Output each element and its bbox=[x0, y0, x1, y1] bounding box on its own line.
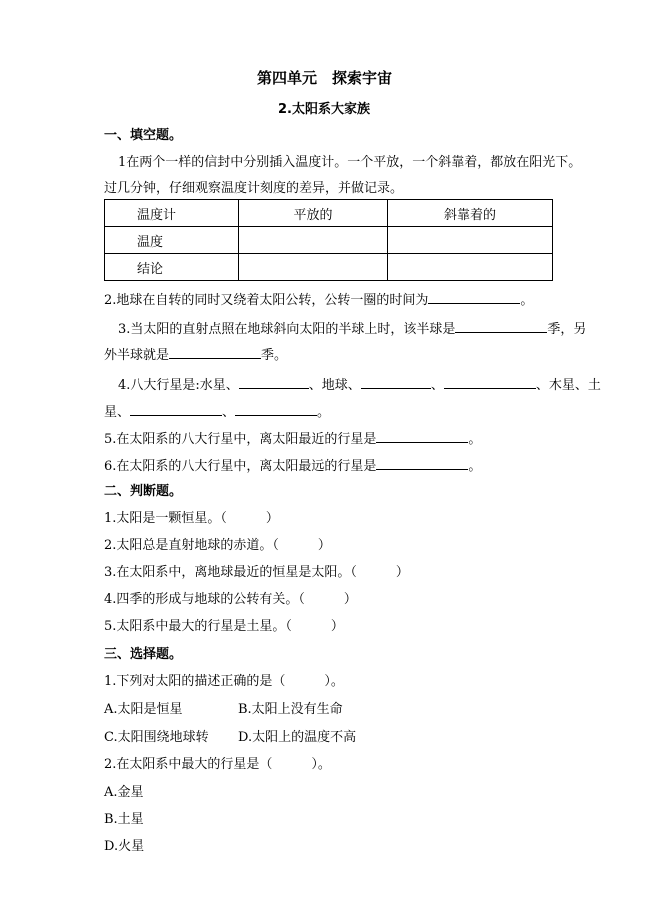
fill-q2-end: 。 bbox=[520, 293, 534, 308]
fill-q4-text: 4.八大行星是:水星、 bbox=[118, 378, 239, 393]
fill-q4-line1 bbox=[118, 376, 601, 394]
fill-q1-line2: 过几分钟，仔细观察温度计刻度的差异，并做记录。 bbox=[104, 181, 404, 196]
section-choice-heading: 三、选择题。 bbox=[104, 647, 183, 662]
choice-option-a[interactable]: A.金星 bbox=[104, 785, 144, 800]
table-row bbox=[105, 227, 553, 254]
fill-q6-text: 6.在太阳系的八大行星中，离太阳最远的行星是 bbox=[104, 459, 377, 474]
fill-q5-end: 。 bbox=[468, 432, 482, 447]
answer-blank[interactable] bbox=[455, 320, 547, 333]
judge-item[interactable]: 4.四季的形成与地球的公转有关。（ ） bbox=[104, 592, 357, 607]
judge-item[interactable]: 3.在太阳系中，离地球最近的恒星是太阳。（ ） bbox=[104, 565, 409, 580]
fill-q4-sep3: 、木星、土 bbox=[535, 378, 601, 393]
page-title: 第四单元 探索宇宙 bbox=[257, 69, 393, 87]
judge-item[interactable]: 1.太阳是一颗恒星。（ ） bbox=[104, 511, 279, 526]
table-row-label: 结论 bbox=[105, 254, 239, 281]
choice-q1: 1.下列对太阳的描述正确的是（ ）。 bbox=[104, 674, 344, 689]
fill-q4-line2 bbox=[104, 403, 330, 421]
fill-q4-end: 。 bbox=[317, 405, 331, 420]
table-header-cell: 斜靠着的 bbox=[388, 200, 553, 227]
choice-option-b[interactable]: B.太阳上没有生命 bbox=[238, 702, 343, 717]
fill-q3-mid: 季，另 bbox=[547, 322, 587, 337]
fill-q3-line1 bbox=[118, 320, 586, 338]
table-cell-empty[interactable] bbox=[239, 254, 388, 281]
table-header-cell: 温度计 bbox=[105, 200, 239, 227]
section-judge-heading: 二、判断题。 bbox=[104, 484, 183, 499]
table-row-label: 温度 bbox=[105, 227, 239, 254]
answer-blank[interactable] bbox=[444, 376, 536, 389]
choice-q2: 2.在太阳系中最大的行星是（ ）。 bbox=[104, 757, 331, 772]
fill-q4-sep2: 、 bbox=[430, 378, 444, 393]
choice-option-b[interactable]: B.土星 bbox=[104, 812, 144, 827]
answer-blank[interactable] bbox=[376, 430, 468, 443]
table-cell-empty[interactable] bbox=[388, 254, 553, 281]
fill-q5-text: 5.在太阳系的八大行星中，离太阳最近的行星是 bbox=[104, 432, 377, 447]
table-header-row bbox=[105, 200, 553, 227]
answer-blank[interactable] bbox=[428, 291, 520, 304]
answer-blank[interactable] bbox=[130, 403, 222, 416]
choice-option-d[interactable]: D.太阳上的温度不高 bbox=[238, 730, 357, 745]
answer-blank[interactable] bbox=[239, 376, 309, 389]
fill-q3-end: 季。 bbox=[261, 348, 288, 363]
fill-q6 bbox=[104, 457, 481, 475]
table-header-cell: 平放的 bbox=[239, 200, 388, 227]
fill-q4-sep4: 、 bbox=[222, 405, 236, 420]
section-fill-heading: 一、填空题。 bbox=[104, 128, 183, 143]
observation-table bbox=[104, 199, 553, 281]
fill-q6-end: 。 bbox=[468, 459, 482, 474]
fill-q3-text: 3.当太阳的直射点照在地球斜向太阳的半球上时，该半球是 bbox=[118, 322, 456, 337]
judge-item[interactable]: 5.太阳系中最大的行星是土星。（ ） bbox=[104, 619, 344, 634]
choice-option-c[interactable]: C.太阳围绕地球转 bbox=[104, 730, 209, 745]
fill-q3-cont: 外半球就是 bbox=[104, 348, 170, 363]
table-cell-empty[interactable] bbox=[239, 227, 388, 254]
fill-q1-line1: 1在两个一样的信封中分别插入温度计。一个平放，一个斜靠着，都放在阳光下。 bbox=[118, 155, 582, 170]
lesson-subtitle: 2.太阳系大家族 bbox=[278, 102, 370, 117]
fill-q4-sep1: 、地球、 bbox=[308, 378, 361, 393]
answer-blank[interactable] bbox=[169, 346, 261, 359]
fill-q5 bbox=[104, 430, 481, 448]
fill-q2-text: 2.地球在自转的同时又绕着太阳公转，公转一圈的时间为 bbox=[104, 293, 429, 308]
choice-option-d[interactable]: D.火星 bbox=[104, 839, 145, 854]
table-cell-empty[interactable] bbox=[388, 227, 553, 254]
choice-option-a[interactable]: A.太阳是恒星 bbox=[104, 702, 183, 717]
answer-blank[interactable] bbox=[361, 376, 431, 389]
table-row bbox=[105, 254, 553, 281]
fill-q2 bbox=[104, 291, 533, 309]
judge-item[interactable]: 2.太阳总是直射地球的赤道。（ ） bbox=[104, 538, 331, 553]
answer-blank[interactable] bbox=[235, 403, 317, 416]
answer-blank[interactable] bbox=[376, 457, 468, 470]
fill-q4-cont: 星、 bbox=[104, 405, 131, 420]
fill-q3-line2 bbox=[104, 346, 287, 364]
